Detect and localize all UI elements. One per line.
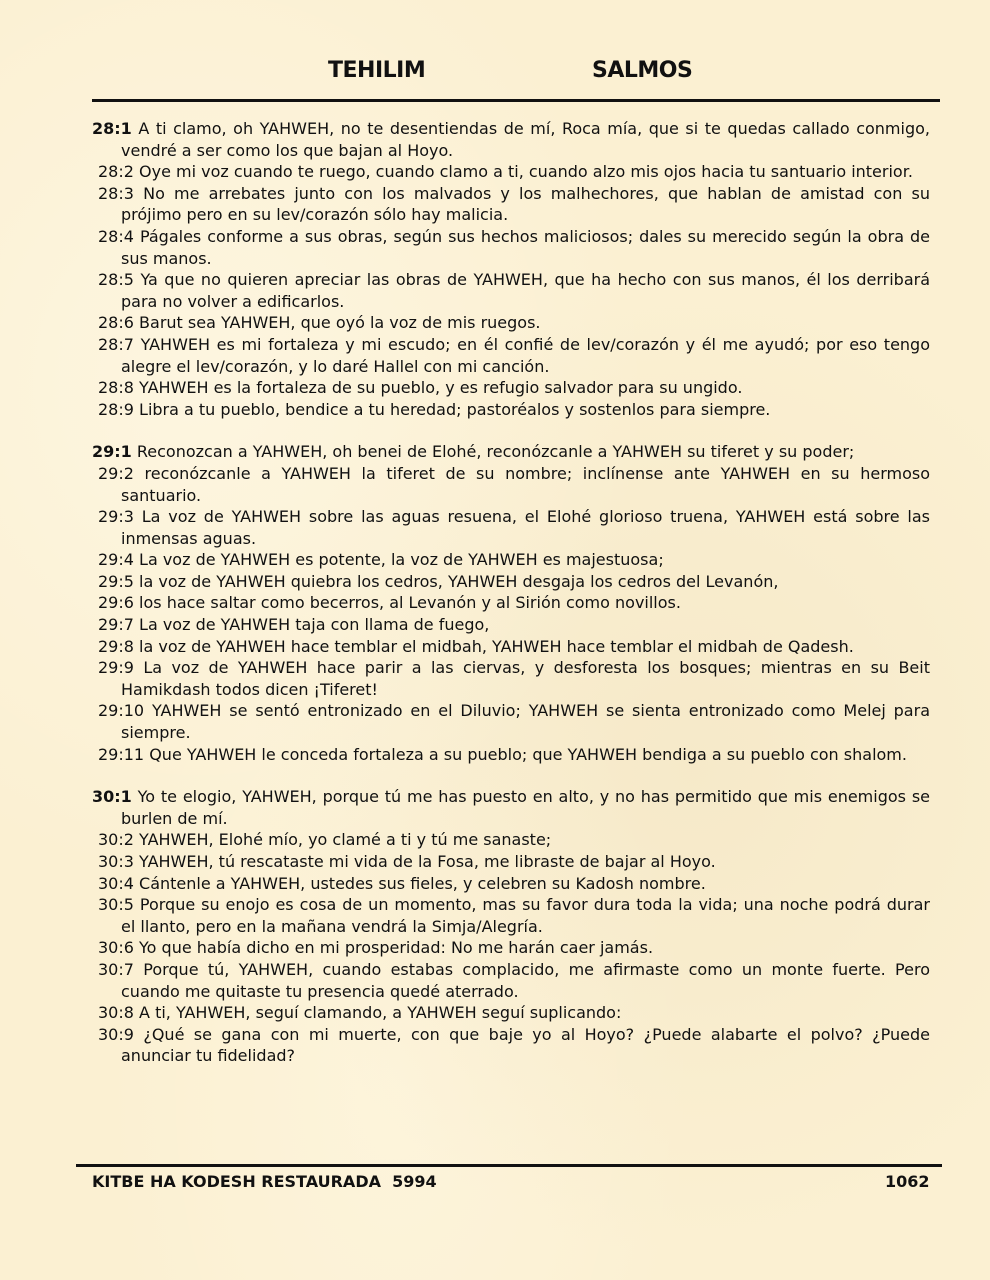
scripture-text — [92, 118, 930, 1088]
verse-number: 30:6 — [98, 938, 134, 958]
chapter-30 — [92, 786, 930, 1067]
verse-number: 30:3 — [98, 852, 134, 871]
verse-text: Oye mi voz cuando te ruego, cuando clamo a ti, cuando alzo mis ojos hacia tu santuario interior. — [139, 162, 913, 182]
verse-text: YAHWEH se sentó entronizado en el Diluvio; YAHWEH se sienta entronizado como Melej para siempre. — [121, 701, 930, 743]
header-rule — [92, 99, 940, 102]
verse-text: la voz de YAHWEH quiebra los cedros, YAHWEH desgaja los cedros del Levanón, — [139, 571, 779, 591]
verse-number: 29:5 — [98, 571, 134, 591]
verse-number: 29:8 — [98, 636, 134, 656]
verse — [92, 829, 930, 851]
verse — [92, 161, 930, 183]
verse-text: Págales conforme a sus obras, según sus hechos maliciosos; dales su merecido según la obra de sus manos. — [121, 226, 930, 268]
verse — [92, 894, 930, 937]
verse-number: 29:9 — [98, 658, 134, 678]
verse — [92, 269, 930, 312]
verse-text: Barut sea YAHWEH, que oyó la voz de mis ruegos. — [139, 313, 541, 333]
verse-text: ¿Qué se gana con mi muerte, con que baje yo al Hoyo? ¿Puede alabarte el polvo? ¿Puede anunciar tu fidelidad? — [121, 1024, 930, 1066]
verse-number: 28:4 — [98, 226, 134, 246]
verse-number: 29:1 — [92, 442, 132, 462]
verse — [92, 614, 930, 636]
verse-number: 28:2 — [98, 162, 134, 182]
verse-number: 28:1 — [92, 119, 132, 138]
verse — [92, 636, 930, 658]
verse-number: 29:10 — [98, 701, 145, 721]
verse-number: 30:1 — [92, 787, 132, 807]
verse-text: No me arrebates junto con los malvados y los malhechores, que hablan de amistad con su prójimo pero en su lev/corazón sólo hay malicia. — [121, 183, 930, 225]
verse — [92, 851, 930, 873]
verse-text: Cántenle a YAHWEH, ustedes sus fieles, y celebren su Kadosh nombre. — [139, 873, 706, 893]
chapter-28 — [92, 118, 930, 420]
page-number: 1062 — [885, 1172, 930, 1191]
verse — [92, 377, 930, 399]
verse-number: 30:5 — [98, 895, 134, 915]
page-header — [0, 58, 990, 88]
verse — [92, 1024, 930, 1067]
verse-text: A ti, YAHWEH, seguí clamando, a YAHWEH seguí suplicando: — [139, 1003, 622, 1023]
verse — [92, 183, 930, 226]
verse — [92, 786, 930, 829]
verse — [92, 118, 930, 161]
verse-text: La voz de YAHWEH taja con llama de fuego, — [139, 615, 490, 635]
verse-number: 30:7 — [98, 959, 134, 979]
verse-number: 28:8 — [98, 378, 134, 398]
verse — [92, 399, 930, 421]
verse-text: la voz de YAHWEH hace temblar el midbah, YAHWEH hace temblar el midbah de Qadesh. — [139, 636, 854, 656]
verse-number: 29:6 — [98, 593, 134, 613]
verse-number: 30:8 — [98, 1003, 134, 1023]
verse-number: 28:9 — [98, 399, 134, 419]
verse — [92, 571, 930, 593]
verse — [92, 873, 930, 895]
verse-number: 30:4 — [98, 873, 134, 893]
verse-text: YAHWEH, tú rescataste mi vida de la Fosa, me libraste de bajar al Hoyo. — [139, 852, 716, 871]
verse — [92, 744, 930, 766]
verse — [92, 657, 930, 700]
footer-book-title: KITBE HA KODESH RESTAURADA 5994 — [92, 1172, 437, 1191]
book-title-spanish: SALMOS — [592, 58, 693, 83]
verse-text: Libra a tu pueblo, bendice a tu heredad; pastoréalos y sostenlos para siempre. — [139, 399, 771, 419]
verse-text: La voz de YAHWEH es potente, la voz de YAHWEH es majestuosa; — [139, 550, 664, 570]
verse-number: 28:5 — [98, 270, 134, 290]
verse — [92, 700, 930, 743]
verse-text: YAHWEH es la fortaleza de su pueblo, y es refugio salvador para su ungido. — [139, 378, 743, 398]
verse-text: A ti clamo, oh YAHWEH, no te desentiendas de mí, Roca mía, que si te quedas callado conmigo, vendré a ser como los que bajan al Hoyo. — [121, 119, 930, 160]
chapter-29 — [92, 441, 930, 765]
verse-number: 29:4 — [98, 550, 134, 570]
verse-text: YAHWEH es mi fortaleza y mi escudo; en él confié de lev/corazón y él me ayudó; por eso tengo alegre el lev/corazón, y lo daré Hallel con mi canción. — [121, 334, 930, 376]
verse-number: 28:7 — [98, 334, 134, 354]
verse — [92, 959, 930, 1002]
verse — [92, 463, 930, 506]
verse-text: YAHWEH, Elohé mío, yo clamé a ti y tú me sanaste; — [139, 830, 552, 850]
verse-text: Yo que había dicho en mi prosperidad: No me harán caer jamás. — [139, 938, 654, 958]
verse-number: 29:11 — [98, 744, 145, 764]
verse-text: Porque su enojo es cosa de un momento, mas su favor dura toda la vida; una noche podrá durar el llanto, pero en la mañana vendrá la Simja/Alegría. — [121, 895, 930, 936]
verse — [92, 506, 930, 549]
book-title-hebrew: TEHILIM — [328, 58, 426, 83]
verse-text: Reconozcan a YAHWEH, oh benei de Elohé, reconózcanle a YAHWEH su tiferet y su poder; — [136, 442, 855, 462]
footer-rule — [76, 1164, 942, 1167]
verse-number: 30:2 — [98, 830, 134, 850]
verse-text: reconózcanle a YAHWEH la tiferet de su nombre; inclínense ante YAHWEH en su hermoso santuario. — [121, 463, 930, 505]
verse-text: La voz de YAHWEH sobre las aguas resuena, el Elohé glorioso truena, YAHWEH está sobre las inmensas aguas. — [121, 507, 930, 548]
verse — [92, 1002, 930, 1024]
verse-text: La voz de YAHWEH hace parir a las ciervas, y desforesta los bosques; mientras en su Beit Hamikdash todos dicen ¡Tiferet! — [121, 658, 930, 699]
verse-number: 28:6 — [98, 313, 134, 333]
verse — [92, 334, 930, 377]
verse — [92, 549, 930, 571]
verse — [92, 441, 930, 463]
verse — [92, 226, 930, 269]
verse — [92, 937, 930, 959]
verse-text: Que YAHWEH le conceda fortaleza a su pueblo; que YAHWEH bendiga a su pueblo con shalom. — [149, 744, 907, 764]
verse-number: 29:7 — [98, 615, 134, 635]
verse — [92, 312, 930, 334]
verse — [92, 592, 930, 614]
verse-number: 30:9 — [98, 1024, 134, 1044]
verse-text: Yo te elogio, YAHWEH, porque tú me has puesto en alto, y no has permitido que mis enemigos se burlen de mí. — [121, 787, 930, 828]
verse-text: Porque tú, YAHWEH, cuando estabas complacido, me afirmaste como un monte fuerte. Pero cuando me quitaste tu presencia quedé aterrado. — [121, 959, 930, 1001]
verse-text: los hace saltar como becerros, al Levanón y al Sirión como novillos. — [139, 593, 681, 613]
verse-number: 28:3 — [98, 183, 134, 203]
verse-text: Ya que no quieren apreciar las obras de YAHWEH, que ha hecho con sus manos, él los derribará para no volver a edificarlos. — [121, 270, 931, 311]
verse-number: 29:3 — [98, 507, 134, 527]
verse-number: 29:2 — [98, 463, 134, 483]
